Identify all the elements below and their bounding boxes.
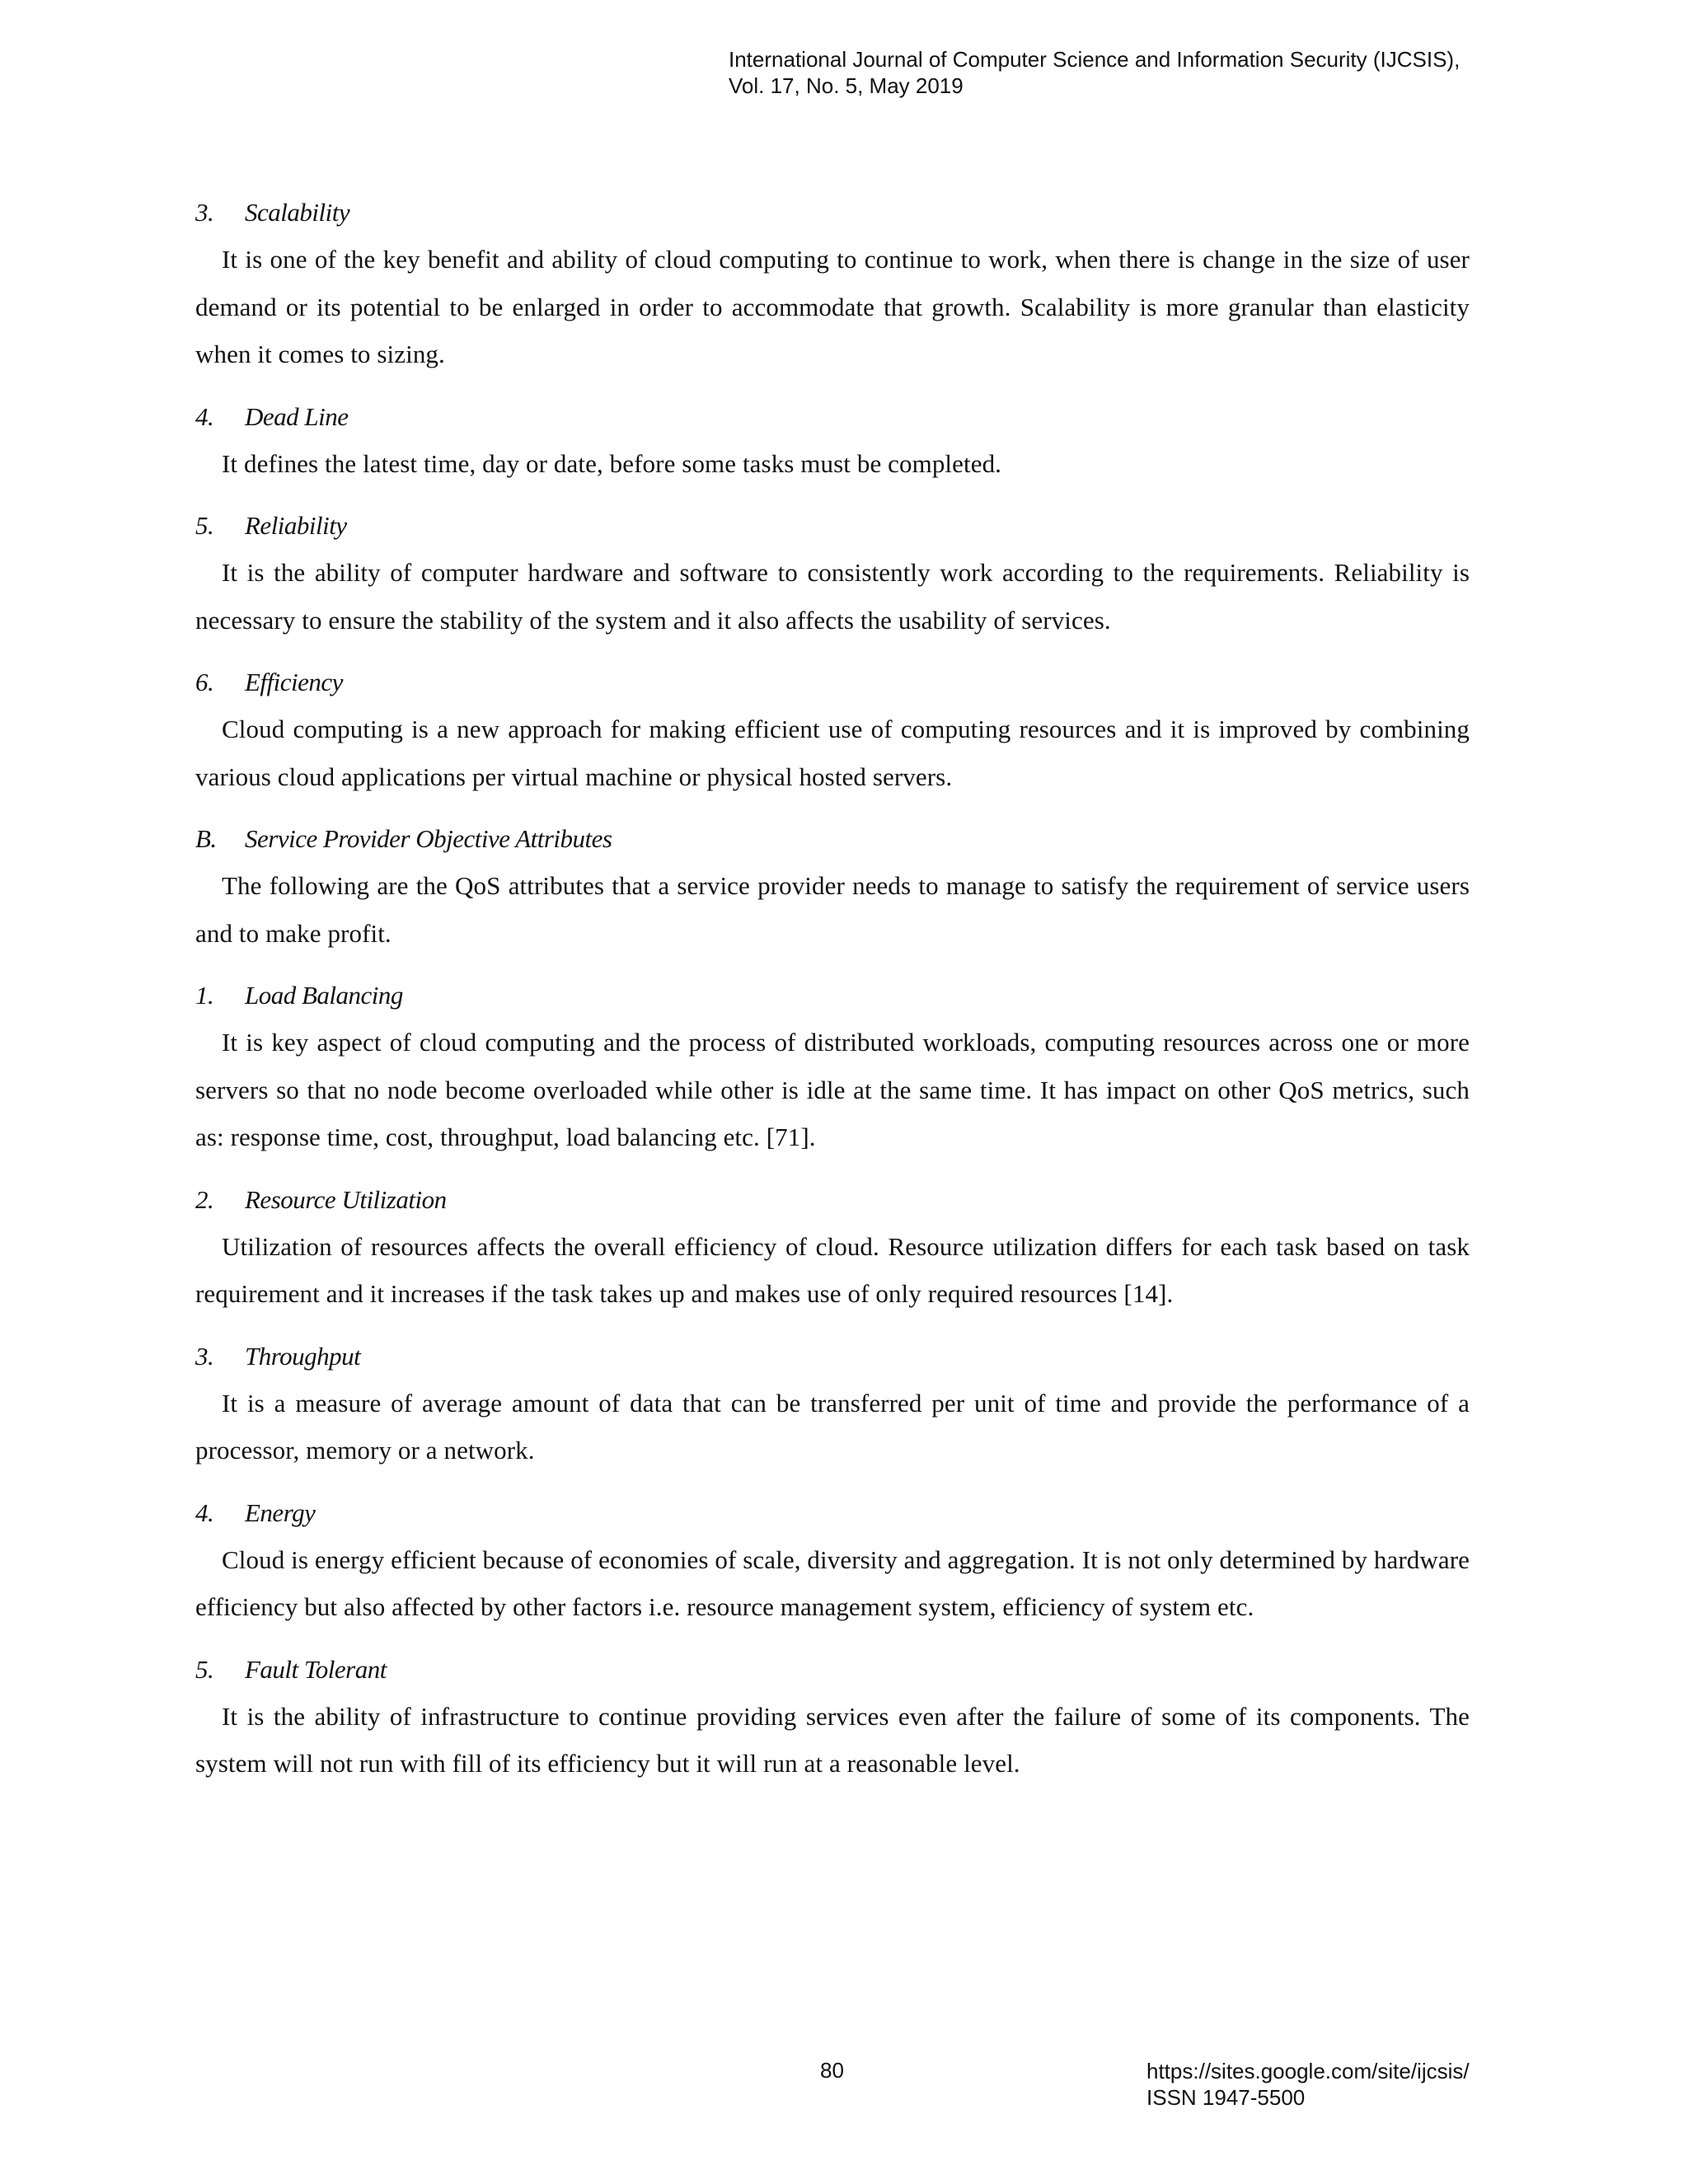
section-number: 1.: [195, 981, 214, 1010]
journal-url: https://sites.google.com/site/ijcsis/: [1146, 2059, 1470, 2083]
section-paragraph: It is the ability of infrastructure to continue providing services even after the failure of some of its components. The system will not run with fill of its efficiency but it will run at a reasonable level.: [195, 1701, 1470, 1778]
section-reliability: [195, 503, 1470, 644]
section-title: Energy: [245, 1497, 316, 1527]
article-body: [195, 190, 1470, 1788]
section-title: Efficiency: [245, 668, 343, 696]
section-heading: [195, 1490, 1470, 1536]
section-efficiency: [195, 659, 1470, 800]
section-title: Throughput: [245, 1341, 361, 1371]
section-number: 2.: [195, 1184, 214, 1214]
section-title: Resource Utilization: [245, 1184, 447, 1214]
section-title: Load Balancing: [245, 981, 403, 1010]
journal-header: [729, 46, 1460, 99]
section-heading: [195, 1647, 1470, 1693]
section-paragraph: It is a measure of average amount of data that can be transferred per unit of time and provide the performance of a processor, memory or a network.: [195, 1388, 1470, 1465]
section-title: Scalability: [245, 198, 350, 227]
section-heading: [195, 972, 1470, 1019]
section-title: Reliability: [245, 511, 347, 540]
section-scalability: [195, 190, 1470, 378]
section-paragraph: It is the ability of computer hardware and software to consistently work according to the requirements. Reliability is necessary to ensure the stability of the system and it also affects the usability of services.: [195, 558, 1470, 635]
section-heading: [195, 190, 1470, 236]
section-heading: [195, 659, 1470, 705]
section-title: Fault Tolerant: [245, 1654, 387, 1684]
section-fault-tolerant: [195, 1647, 1470, 1788]
section-title: Dead Line: [245, 401, 349, 431]
section-title: Service Provider Objective Attributes: [245, 824, 612, 853]
journal-title: International Journal of Computer Science and Information Security (IJCSIS),: [729, 47, 1461, 72]
footer-info: [1146, 2058, 1470, 2111]
section-number: 4.: [195, 1497, 214, 1527]
journal-volume: Vol. 17, No. 5, May 2019: [729, 73, 964, 98]
section-heading: [195, 394, 1470, 440]
section-paragraph: It is key aspect of cloud computing and the process of distributed workloads, computing resources across one or more servers so that no node become overloaded while other is idle at the same time. It has impact on other QoS metrics, such as: response time, cost, throughput, load balancing etc. [71].: [195, 1028, 1470, 1151]
section-number: 5.: [195, 1654, 214, 1684]
section-number: 3.: [195, 198, 214, 227]
section-resource-utilization: [195, 1177, 1470, 1318]
section-service-provider-attributes: [195, 816, 1470, 957]
section-heading: [195, 816, 1470, 862]
section-number: 6.: [195, 668, 214, 696]
section-heading: [195, 1333, 1470, 1380]
section-number: 3.: [195, 1341, 214, 1371]
section-load-balancing: [195, 972, 1470, 1161]
section-energy: [195, 1490, 1470, 1631]
section-number: 4.: [195, 401, 214, 431]
section-paragraph: It is one of the key benefit and ability of cloud computing to continue to work, when there is change in the size of user demand or its potential to be enlarged in order to accommodate that growth. Scalability is more granular than elasticity when it comes to sizing.: [195, 245, 1470, 368]
section-paragraph: It defines the latest time, day or date, before some tasks must be completed.: [222, 448, 1002, 478]
section-paragraph: The following are the QoS attributes that a service provider needs to manage to satisfy the requirement of service users and to make profit.: [195, 871, 1470, 948]
section-number: B.: [195, 824, 217, 853]
section-paragraph: Cloud is energy efficient because of economies of scale, diversity and aggregation. It is not only determined by hardware efficiency but also affected by other factors i.e. resource management system, efficiency of system etc.: [195, 1544, 1470, 1621]
section-paragraph: Cloud computing is a new approach for making efficient use of computing resources and it is improved by combining various cloud applications per virtual machine or physical hosted servers.: [195, 715, 1470, 791]
section-dead-line: [195, 394, 1470, 488]
page-number: 80: [820, 2058, 844, 2083]
section-paragraph: Utilization of resources affects the overall efficiency of cloud. Resource utilization differs for each task based on task requirement and it increases if the task takes up and makes use of only required resources [14].: [195, 1231, 1470, 1308]
section-number: 5.: [195, 511, 214, 540]
section-heading: [195, 1177, 1470, 1223]
section-heading: [195, 503, 1470, 549]
issn: ISSN 1947-5500: [1146, 2085, 1306, 2110]
section-throughput: [195, 1333, 1470, 1474]
